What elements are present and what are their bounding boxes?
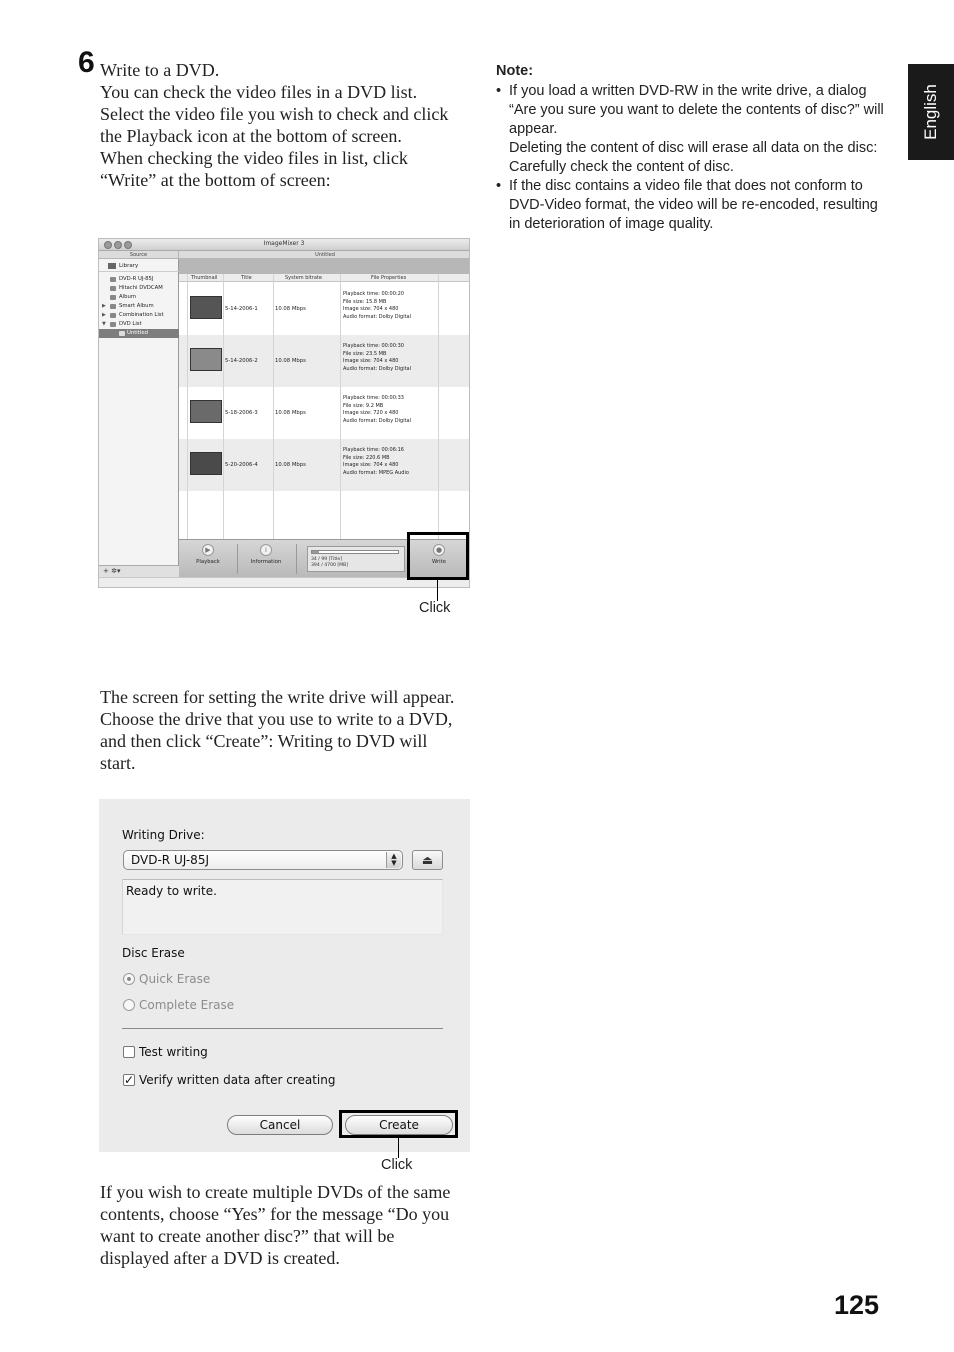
capacity-bar [311, 550, 399, 554]
video-thumbnail [190, 296, 222, 319]
sidebar-item-label: Smart Album [119, 303, 154, 309]
information-button[interactable] [241, 544, 291, 574]
smart-album-icon [110, 304, 116, 309]
property-line: Audio format: Dolby Digital [343, 366, 411, 373]
source-sidebar [99, 259, 179, 577]
column-divider [273, 274, 274, 539]
create-button-highlight [339, 1110, 458, 1138]
language-tab [908, 64, 954, 160]
disclosure-right-icon[interactable]: ▶ [102, 303, 106, 309]
property-line: Playback time: 00:00:30 [343, 343, 404, 349]
property-line: Playback time: 00:00:20 [343, 291, 404, 297]
property-line: Audio format: Dolby Digital [343, 314, 411, 321]
row-title: 5-14-2006-1 [225, 306, 258, 312]
column-header-bitrate[interactable]: System bitrate [285, 275, 322, 281]
write-button-highlight [407, 532, 469, 580]
write-drive-instructions: The screen for setting the write drive will appear. Choose the drive that you use to write to a DVD, and then click “Create”: Writing to DVD will start. [100, 687, 455, 773]
sidebar-item-label: Combination List [119, 312, 164, 318]
column-divider [187, 274, 188, 539]
row-title: 5-14-2006-2 [225, 358, 258, 364]
capacity-indicator [307, 546, 405, 572]
write-drive-dialog [99, 799, 470, 1152]
dvd-list-panel [179, 259, 470, 539]
property-line: File size: 9.2 MB [343, 402, 384, 409]
video-thumbnail [190, 400, 222, 423]
property-line: Playback time: 00:00:33 [343, 395, 404, 401]
album-icon [110, 295, 116, 300]
write-status-box [122, 879, 443, 935]
property-line: File size: 15.8 MB [343, 298, 387, 305]
verify-label: Verify written data after creating [139, 1073, 336, 1087]
property-line: Audio format: Dolby Digital [343, 418, 411, 425]
quick-erase-label: Quick Erase [139, 972, 211, 986]
information-icon: i [260, 544, 272, 556]
row-title: 5-20-2006-4 [225, 462, 258, 468]
callout-line [398, 1138, 399, 1158]
capacity-mb: 394 / 4700 [MB] [311, 563, 349, 568]
list-icon [110, 313, 116, 318]
complete-erase-label: Complete Erase [139, 998, 235, 1012]
main-header: Untitled [179, 251, 470, 259]
document-icon [119, 331, 125, 336]
complete-erase-radio[interactable] [123, 999, 135, 1011]
step-number: 6 [78, 46, 95, 79]
write-label: Write [432, 559, 446, 565]
row-properties [343, 343, 411, 374]
language-label: English [921, 84, 940, 140]
row-bitrate: 10.08 Mbps [275, 306, 306, 312]
test-writing-checkbox[interactable] [123, 1046, 135, 1058]
row-bitrate: 10.08 Mbps [275, 410, 306, 416]
sidebar-item-untitled[interactable] [99, 329, 179, 338]
property-line: Image size: 704 x 480 [343, 306, 399, 313]
source-header: Source [99, 251, 179, 259]
note-item [496, 82, 891, 177]
sidebar-item-label: Album [119, 294, 136, 300]
capacity-fill [312, 551, 319, 553]
sidebar-item-dvd-drive[interactable] [99, 275, 179, 284]
disclosure-down-icon[interactable]: ▼ [102, 321, 106, 327]
cancel-button[interactable]: Cancel [227, 1115, 333, 1135]
video-thumbnail [190, 452, 222, 475]
sidebar-item-smart-album[interactable] [99, 302, 179, 311]
row-bitrate: 10.08 Mbps [275, 358, 306, 364]
step-line: You can check the video files in a DVD list. Select the video file you wish to check and click the Playback icon at the bottom of screen. [100, 82, 449, 146]
note-item [496, 177, 891, 234]
sidebar-item-label: Hitachi DVDCAM [119, 285, 163, 291]
sidebar-item-label: DVD List [119, 321, 142, 327]
writing-drive-select[interactable] [123, 850, 403, 870]
dvd-list-icon [110, 322, 116, 327]
multiple-dvds-instructions: If you wish to create multiple DVDs of the same contents, choose “Yes” for the message “Do you want to create another disc?” that will be displayed after a DVD is created. [100, 1182, 451, 1268]
write-status-text: Ready to write. [126, 884, 217, 898]
property-line: Playback time: 00:06:16 [343, 447, 404, 453]
write-disc-icon: ● [433, 544, 445, 556]
sidebar-item-label: Untitled [127, 330, 148, 336]
sidebar-item-library[interactable] [99, 260, 179, 272]
disc-erase-label: Disc Erase [122, 946, 185, 960]
writing-drive-value: DVD-R UJ-85J [131, 853, 209, 867]
column-header-properties[interactable]: File Properties [371, 275, 407, 281]
verify-checkbox[interactable] [123, 1074, 135, 1086]
sidebar-item-label: Library [119, 263, 139, 269]
eject-icon: ⏏ [421, 853, 434, 867]
disclosure-right-icon[interactable]: ▶ [102, 312, 106, 318]
note-item-text: Deleting the content of disc will erase all data on the disc: Carefully check the content of disc. [509, 140, 878, 175]
step-instructions [100, 59, 460, 191]
writing-drive-label: Writing Drive: [122, 828, 205, 842]
window-title: ImageMixer 3 [263, 240, 305, 247]
camera-icon [110, 286, 116, 291]
row-properties [343, 447, 409, 478]
property-line: Audio format: MPEG Audio [343, 470, 409, 477]
column-divider [438, 274, 439, 539]
click-callout-write: Click [419, 600, 451, 616]
sidebar-item-album[interactable] [99, 293, 179, 302]
row-properties [343, 395, 411, 426]
eject-button[interactable] [412, 850, 443, 870]
quick-erase-radio[interactable] [123, 973, 135, 985]
click-callout-create: Click [381, 1157, 413, 1173]
video-thumbnail [190, 348, 222, 371]
note-title: Note: [496, 63, 534, 79]
dialog-divider [122, 1028, 443, 1029]
note-section [496, 62, 891, 234]
sidebar-item-combination-list[interactable] [99, 311, 179, 320]
playback-icon: ▶ [202, 544, 214, 556]
note-item-text: If you load a written DVD-RW in the write drive, a dialog “Are you sure you want to delete the contents of disc?” will appear. [509, 83, 884, 137]
row-title: 5-18-2006-3 [225, 410, 258, 416]
step-line: When checking the video files in list, click “Write” at the bottom of screen: [100, 148, 408, 190]
step-line: Write to a DVD. [100, 60, 220, 80]
playback-label: Playback [196, 559, 220, 565]
page-number: 125 [834, 1290, 880, 1320]
row-properties [343, 291, 411, 322]
create-button[interactable]: Create [345, 1115, 453, 1135]
playback-button[interactable] [183, 544, 233, 574]
disc-icon [110, 277, 116, 282]
sidebar-item-label: DVD-R UJ-85J [119, 276, 154, 282]
note-item-text: If the disc contains a video file that does not conform to DVD-Video format, the video will be re-encoded, resulting in deterioration of image quality. [509, 178, 878, 232]
column-divider [340, 274, 341, 539]
toolbar-separator [296, 544, 297, 574]
information-label: Information [250, 559, 282, 565]
property-line: Image size: 704 x 480 [343, 462, 399, 469]
property-line: File size: 220.6 MB [343, 454, 390, 461]
note-list [496, 82, 891, 234]
toolbar-separator [237, 544, 238, 574]
list-header-bar [179, 259, 470, 274]
chevron-up-down-icon: ▲ ▼ [386, 852, 401, 868]
checkmark-icon: ✓ [124, 1073, 135, 1087]
sidebar-item-camera[interactable] [99, 284, 179, 293]
sidebar-footer[interactable]: + ✲▾ [99, 565, 179, 577]
window-titlebar [99, 239, 469, 251]
row-bitrate: 10.08 Mbps [275, 462, 306, 468]
sidebar-item-dvd-list[interactable] [99, 320, 179, 329]
library-icon [108, 263, 116, 269]
property-line: File size: 23.5 MB [343, 350, 387, 357]
callout-line [437, 580, 438, 601]
capacity-titles: 34 / 99 [Title] [311, 557, 343, 562]
test-writing-label: Test writing [139, 1045, 208, 1059]
property-line: Image size: 720 x 480 [343, 410, 399, 417]
column-divider [223, 274, 224, 539]
property-line: Image size: 704 x 480 [343, 358, 399, 365]
column-header-title[interactable]: Title [241, 275, 252, 281]
column-header-thumbnail[interactable]: Thumbnail [191, 275, 218, 281]
